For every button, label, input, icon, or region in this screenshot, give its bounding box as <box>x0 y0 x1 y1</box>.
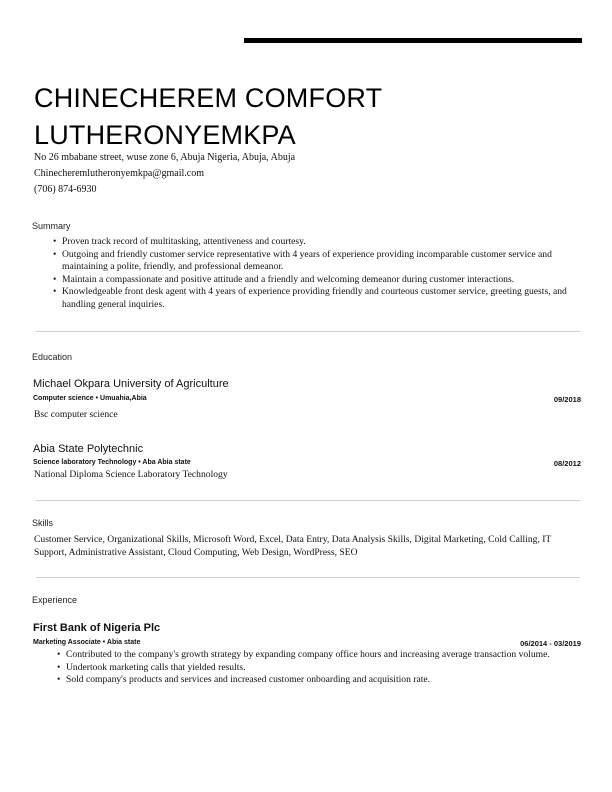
skills-heading: Skills <box>32 518 54 528</box>
section-divider <box>36 331 580 332</box>
company-name: First Bank of Nigeria Plc <box>33 622 161 634</box>
experience-item: • Contributed to the company's growth strategy by expanding company office hours and increasing average transaction volume. <box>66 649 576 662</box>
education-heading: Education <box>32 352 73 362</box>
summary-item: • Outgoing and friendly customer service representative with 4 years of experience providing incomparable customer service and maintaining a polite, friendly, and professional demeanor. <box>62 249 582 274</box>
degree-description: National Diploma Science Laboratory Technology <box>34 469 228 480</box>
section-divider <box>36 577 580 578</box>
summary-list <box>62 236 582 311</box>
summary-item: • Knowledgeable front desk agent with 4 years of experience providing friendly and courteous customer service, greeting guests, and handling general inquiries. <box>62 286 582 311</box>
summary-item: • Proven track record of multitasking, attentiveness and courtesy. <box>62 236 582 249</box>
school-detail <box>33 459 581 466</box>
header-accent-bar <box>244 38 582 43</box>
email: Chinecheremlutheronyemkpa@gmail.com <box>34 168 204 179</box>
school-name: Abia State Polytechnic <box>33 443 144 455</box>
experience-heading: Experience <box>32 595 78 605</box>
job-title: Marketing Associate • Abia state <box>33 639 141 646</box>
candidate-name <box>34 80 594 154</box>
experience-item: • Sold company's products and services and increased customer onboarding and acquisition rate. <box>66 674 576 687</box>
summary-item: • Maintain a compassionate and positive attitude and a friendly and welcoming demeanor during customer interactions. <box>62 274 582 287</box>
phone: (706) 874-6930 <box>34 184 97 195</box>
name-line-2: LUTHERONYEMKPA <box>34 120 296 150</box>
job-detail <box>33 639 581 646</box>
graduation-date: 09/2018 <box>553 395 581 404</box>
experience-list <box>66 649 576 687</box>
school-program: Computer science • Umuahia,Abia <box>33 395 147 402</box>
summary-heading: Summary <box>32 221 71 231</box>
address: No 26 mbabane street, wuse zone 6, Abuja Nigeria, Abuja, Abuja <box>34 152 296 163</box>
school-program: Science laboratory Technology • Aba Abia state <box>33 459 191 466</box>
graduation-date: 08/2012 <box>553 459 581 468</box>
experience-item: • Undertook marketing calls that yielded results. <box>66 662 576 675</box>
job-dates: 06/2014 - 03/2019 <box>520 639 581 648</box>
section-divider <box>36 500 580 501</box>
school-name: Michael Okpara University of Agriculture <box>33 378 229 390</box>
school-detail <box>33 395 581 402</box>
name-line-1: CHINECHEREM COMFORT <box>34 83 383 113</box>
degree-description: Bsc computer science <box>34 409 118 420</box>
skills-list: Customer Service, Organizational Skills, Microsoft Word, Excel, Data Entry, Data Analysis Skills, Digital Marketing, Cold Calling, IT Support, Administrative Assistant, Cloud Computing, Web Design, WordPress, SEO <box>34 534 552 558</box>
